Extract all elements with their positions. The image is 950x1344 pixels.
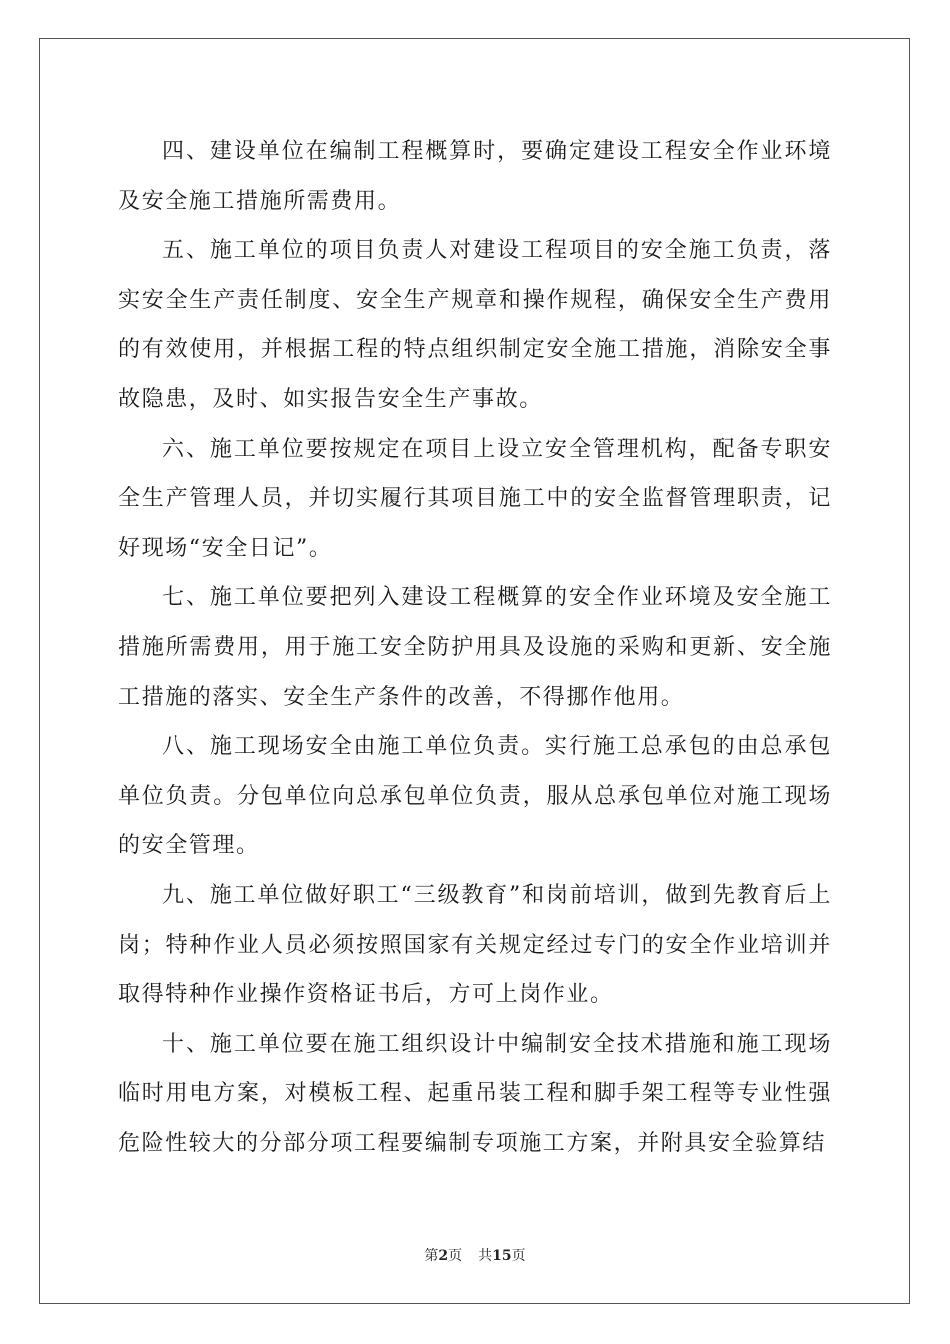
page-current: 2: [438, 1248, 449, 1264]
paragraph-5: 五、施工单位的项目负责人对建设工程项目的安全施工负责，落实安全生产责任制度、安全生产规章和操作规程，确保安全生产费用的有效使用，并根据工程的特点组织制定安全施工措施，消除安全事故隐患，及时、如实报告安全生产事故。: [118, 238, 832, 412]
total-suffix: 页: [511, 1248, 526, 1264]
page-total: 15: [492, 1248, 512, 1264]
total-prefix: 共: [478, 1248, 493, 1264]
paragraph-4: 四、建设单位在编制工程概算时，要确定建设工程安全作业环境及安全施工措施所需费用。: [118, 139, 832, 214]
page-footer: [0, 1246, 950, 1266]
paragraph-10: 十、施工单位要在施工组织设计中编制安全技术措施和施工现场临时用电方案，对模板工程、起重吊装工程和脚手架工程等专业性强危险性较大的分部分项工程要编制专项施工方案，并附具安全验算结: [118, 1031, 832, 1156]
page-prefix: 第: [424, 1248, 439, 1264]
paragraph-6: 六、施工单位要按规定在项目上设立安全管理机构，配备专职安全生产管理人员，并切实履行其项目施工中的安全监督管理职责，记好现场“安全日记”。: [118, 436, 832, 561]
paragraph-8: 八、施工现场安全由施工单位负责。实行施工总承包的由总承包单位负责。分包单位向总承包单位负责，服从总承包单位对施工现场的安全管理。: [118, 734, 832, 859]
paragraph-7: 七、施工单位要把列入建设工程概算的安全作业环境及安全施工措施所需费用，用于施工安全防护用具及设施的采购和更新、安全施工措施的落实、安全生产条件的改善，不得挪作他用。: [118, 585, 832, 710]
paragraph-9: 九、施工单位做好职工“三级教育”和岗前培训，做到先教育后上岗；特种作业人员必须按照国家有关规定经过专门的安全作业培训并取得特种作业操作资格证书后，方可上岗作业。: [118, 882, 832, 1008]
page-suffix: 页: [448, 1248, 463, 1264]
document-body: [118, 127, 832, 1168]
